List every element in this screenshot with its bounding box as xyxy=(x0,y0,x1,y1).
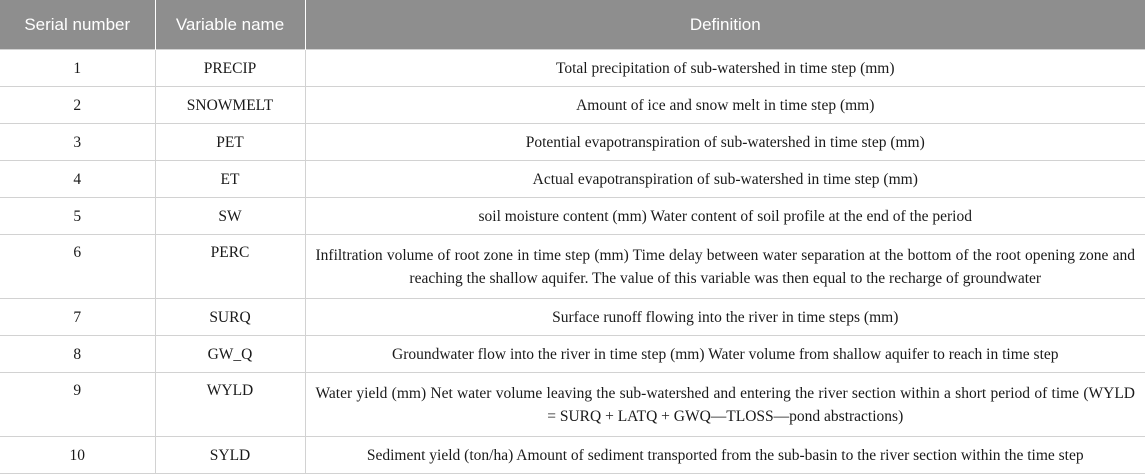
header-row xyxy=(0,0,1145,50)
variable-cell: ET xyxy=(155,161,305,198)
header-variable-name: Variable name xyxy=(155,0,305,50)
definition-cell: Actual evapotranspiration of sub-watershed in time step (mm) xyxy=(305,161,1145,198)
serial-cell: 7 xyxy=(0,299,155,336)
header-serial-number: Serial number xyxy=(0,0,155,50)
table-row xyxy=(0,437,1145,474)
variable-cell: GW_Q xyxy=(155,336,305,373)
definition-cell: Water yield (mm) Net water volume leaving the sub-watershed and entering the river section within a short period of time (WYLD = SURQ + LATQ + GWQ—TLOSS—pond abstractions) xyxy=(305,373,1145,437)
definition-cell: soil moisture content (mm) Water content of soil profile at the end of the period xyxy=(305,198,1145,235)
variable-cell: PET xyxy=(155,124,305,161)
table-header xyxy=(0,0,1145,50)
serial-cell: 10 xyxy=(0,437,155,474)
table-row xyxy=(0,50,1145,87)
table-row xyxy=(0,235,1145,299)
serial-cell: 8 xyxy=(0,336,155,373)
serial-cell: 2 xyxy=(0,87,155,124)
definition-cell: Total precipitation of sub-watershed in time step (mm) xyxy=(305,50,1145,87)
table-row xyxy=(0,373,1145,437)
definition-cell: Potential evapotranspiration of sub-watershed in time step (mm) xyxy=(305,124,1145,161)
table-row xyxy=(0,161,1145,198)
definition-cell: Sediment yield (ton/ha) Amount of sediment transported from the sub-basin to the river section within the time step xyxy=(305,437,1145,474)
table-row xyxy=(0,336,1145,373)
definition-cell: Amount of ice and snow melt in time step (mm) xyxy=(305,87,1145,124)
variable-cell: SYLD xyxy=(155,437,305,474)
table-row xyxy=(0,87,1145,124)
serial-cell: 5 xyxy=(0,198,155,235)
variable-cell: SURQ xyxy=(155,299,305,336)
serial-cell: 1 xyxy=(0,50,155,87)
definition-cell: Surface runoff flowing into the river in time steps (mm) xyxy=(305,299,1145,336)
serial-cell: 6 xyxy=(0,235,155,299)
serial-cell: 9 xyxy=(0,373,155,437)
serial-cell: 4 xyxy=(0,161,155,198)
variable-cell: WYLD xyxy=(155,373,305,437)
variable-cell: PRECIP xyxy=(155,50,305,87)
variable-cell: SNOWMELT xyxy=(155,87,305,124)
header-definition: Definition xyxy=(305,0,1145,50)
table-row xyxy=(0,124,1145,161)
table-body xyxy=(0,50,1145,474)
table-row xyxy=(0,198,1145,235)
definition-cell: Groundwater flow into the river in time step (mm) Water volume from shallow aquifer to reach in time step xyxy=(305,336,1145,373)
variable-cell: PERC xyxy=(155,235,305,299)
variable-cell: SW xyxy=(155,198,305,235)
definition-cell: Infiltration volume of root zone in time step (mm) Time delay between water separation at the bottom of the root opening zone and reaching the shallow aquifer. The value of this variable was then equal to the recharge of groundwater xyxy=(305,235,1145,299)
table-row xyxy=(0,299,1145,336)
serial-cell: 3 xyxy=(0,124,155,161)
